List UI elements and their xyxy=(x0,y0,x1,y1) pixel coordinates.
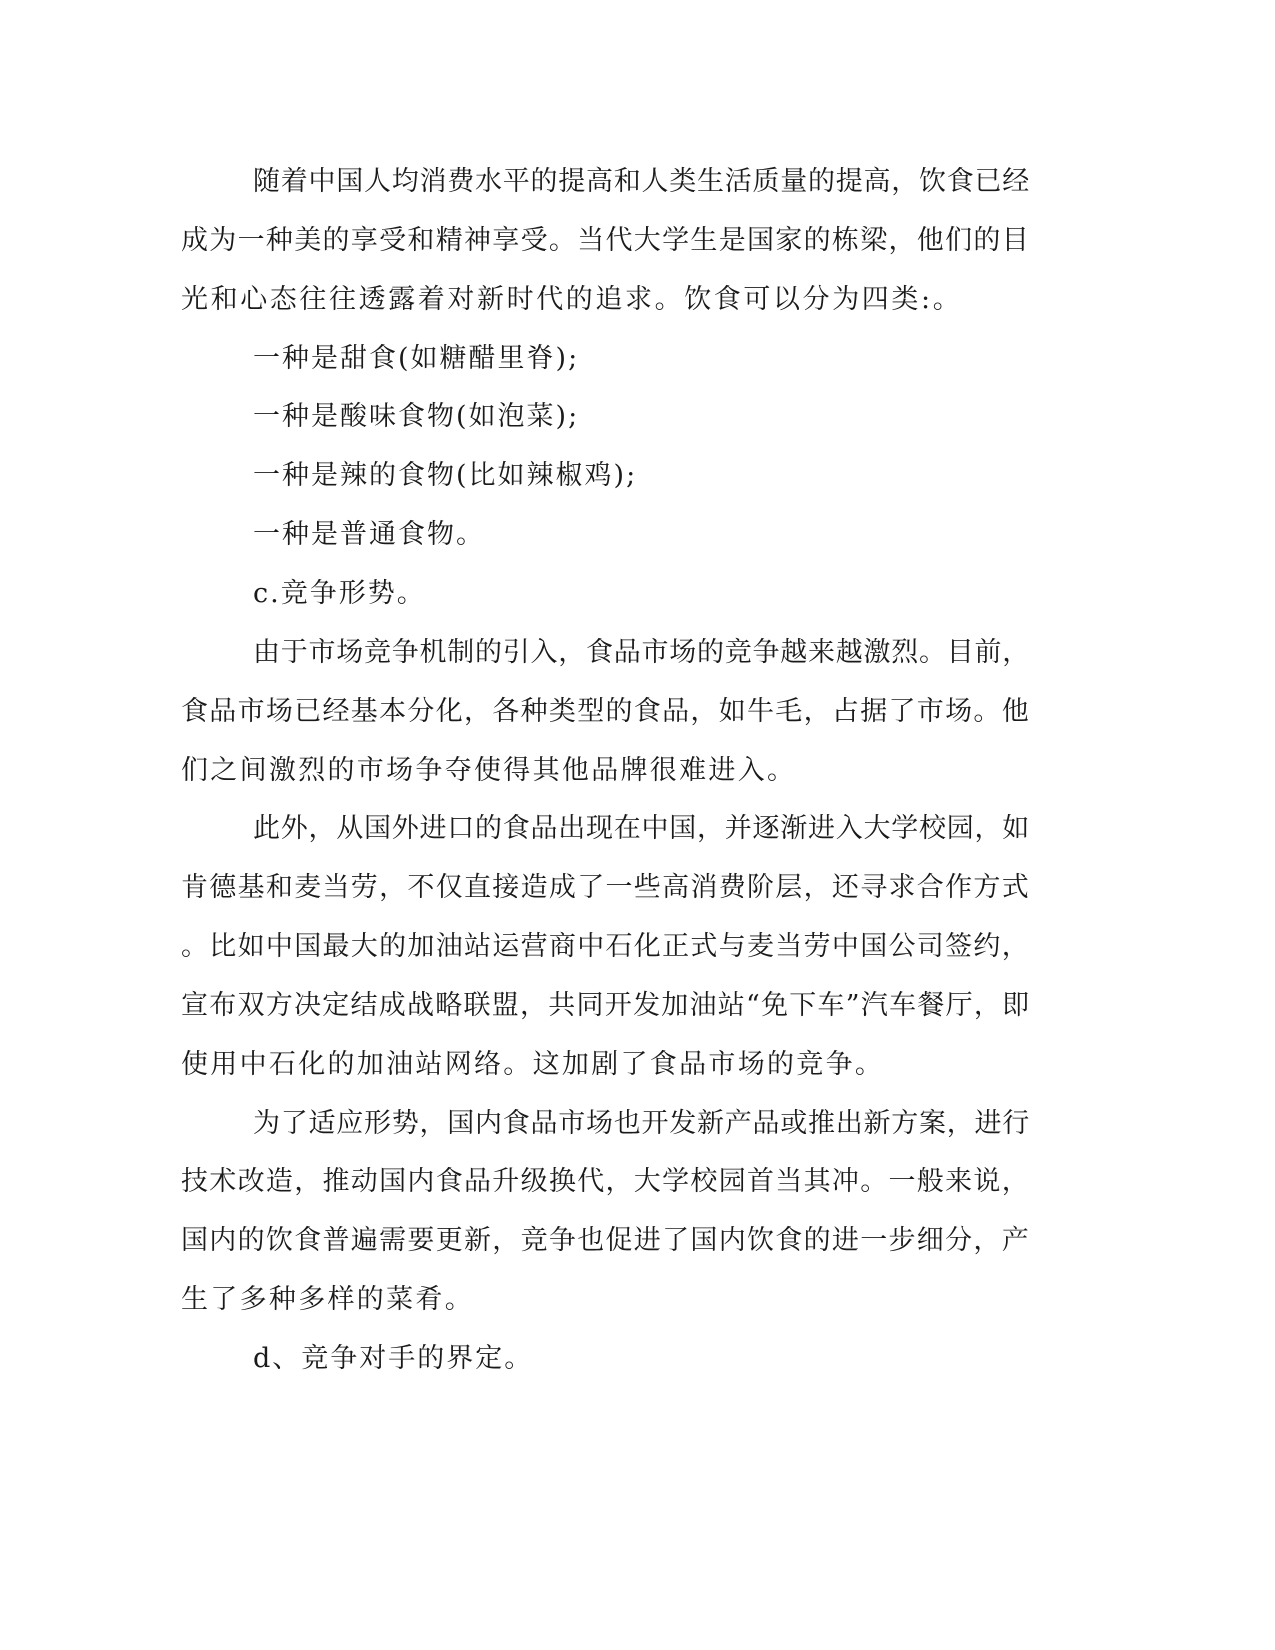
text-line: 一种是辣的食物(比如辣椒鸡); xyxy=(253,460,638,491)
text-line: 此外，从国外进口的食品出现在中国，并逐渐进入大学校园，如 xyxy=(253,813,1030,844)
text-line: 为了适应形势，国内食品市场也开发新产品或推出新方案，进行 xyxy=(253,1108,1030,1139)
text-line: 们之间激烈的市场争夺使得其他品牌很难进入。 xyxy=(181,755,797,786)
text-line: 宣布双方决定结成战略联盟，共同开发加油站“免下车”汽车餐厅，即 xyxy=(181,990,1031,1021)
text-line: 随着中国人均消费水平的提高和人类生活质量的提高，饮食已经 xyxy=(253,166,1030,197)
text-line: 。比如中国最大的加油站运营商中石化正式与麦当劳中国公司签约， xyxy=(181,931,1030,962)
text-line: 一种是普通食物。 xyxy=(253,519,485,550)
text-line: 成为一种美的享受和精神享受。当代大学生是国家的栋梁，他们的目 xyxy=(181,225,1030,256)
text-line: 国内的饮食普遍需要更新，竞争也促进了国内饮食的进一步细分，产 xyxy=(181,1225,1030,1256)
text-line: 食品市场已经基本分化，各种类型的食品，如牛毛，占据了市场。他 xyxy=(181,696,1030,727)
text-line: 一种是酸味食物(如泡菜); xyxy=(253,401,580,432)
text-line: 技术改造，推动国内食品升级换代，大学校园首当其冲。一般来说， xyxy=(181,1166,1030,1197)
text-line: 生了多种多样的菜肴。 xyxy=(181,1284,474,1315)
text-line: 由于市场竞争机制的引入，食品市场的竞争越来越激烈。目前， xyxy=(253,637,1030,668)
text-line: 一种是甜食(如糖醋里脊); xyxy=(253,343,580,374)
section-heading: d、竞争对手的界定。 xyxy=(253,1343,534,1374)
text-line: 使用中石化的加油站网络。这加剧了食品市场的竞争。 xyxy=(181,1049,885,1080)
section-heading: c.竞争形势。 xyxy=(253,578,426,609)
text-line: 肯德基和麦当劳，不仅直接造成了一些高消费阶层，还寻求合作方式 xyxy=(181,872,1030,903)
text-line: 光和心态往往透露着对新时代的追求。饮食可以分为四类:。 xyxy=(181,284,963,315)
